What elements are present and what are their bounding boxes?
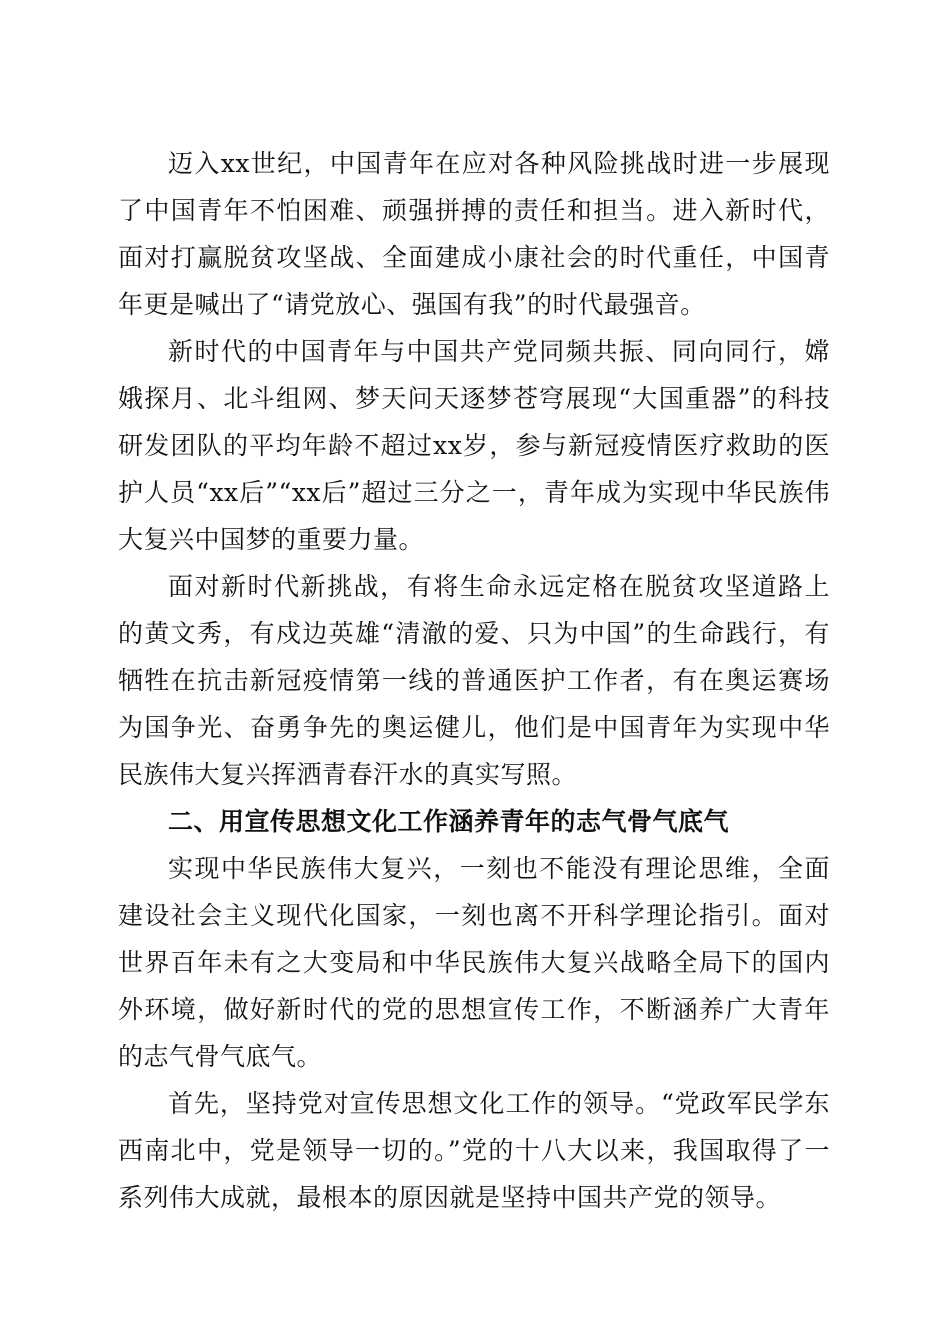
paragraph-1: 迈入xx世纪，中国青年在应对各种风险挑战时进一步展现了中国青年不怕困难、顽强拼搏的责任和担当。进入新时代，面对打赢脱贫攻坚战、全面建成小康社会的时代重任，中国青年更是喊出了“请党放心、强国有我”的时代最强音。 — [118, 149, 830, 319]
paragraph-2: 新时代的中国青年与中国共产党同频共振、同向同行，嫦娥探月、北斗组网、梦天问天逐梦苍穹展现“大国重器”的科技研发团队的平均年龄不超过xx岁，参与新冠疫情医疗救助的医护人员“xx后”“xx后”超过三分之一，青年成为实现中华民族伟大复兴中国梦的重要力量。 — [118, 337, 830, 554]
paragraph-3: 面对新时代新挑战，有将生命永远定格在脱贫攻坚道路上的黄文秀，有戍边英雄“清澈的爱、只为中国”的生命践行，有牺牲在抗击新冠疫情第一线的普通医护工作者，有在奥运赛场为国争光、奋勇争先的奥运健儿，他们是中国青年为实现中华民族伟大复兴挥洒青春汗水的真实写照。 — [118, 572, 830, 789]
paragraph-5: 首先，坚持党对宣传思想文化工作的领导。“党政军民学东西南北中，党是领导一切的。”党的十八大以来，我国取得了一系列伟大成就，最根本的原因就是坚持中国共产党的领导。 — [118, 1089, 830, 1212]
section-heading: 二、用宣传思想文化工作涵养青年的志气骨气底气 — [168, 807, 730, 836]
document-body — [118, 140, 830, 1221]
paragraph-4: 实现中华民族伟大复兴，一刻也不能没有理论思维，全面建设社会主义现代化国家，一刻也离不开科学理论指引。面对世界百年未有之大变局和中华民族伟大复兴战略全局下的国内外环境，做好新时代的党的思想宣传工作，不断涵养广大青年的志气骨气底气。 — [118, 854, 830, 1071]
